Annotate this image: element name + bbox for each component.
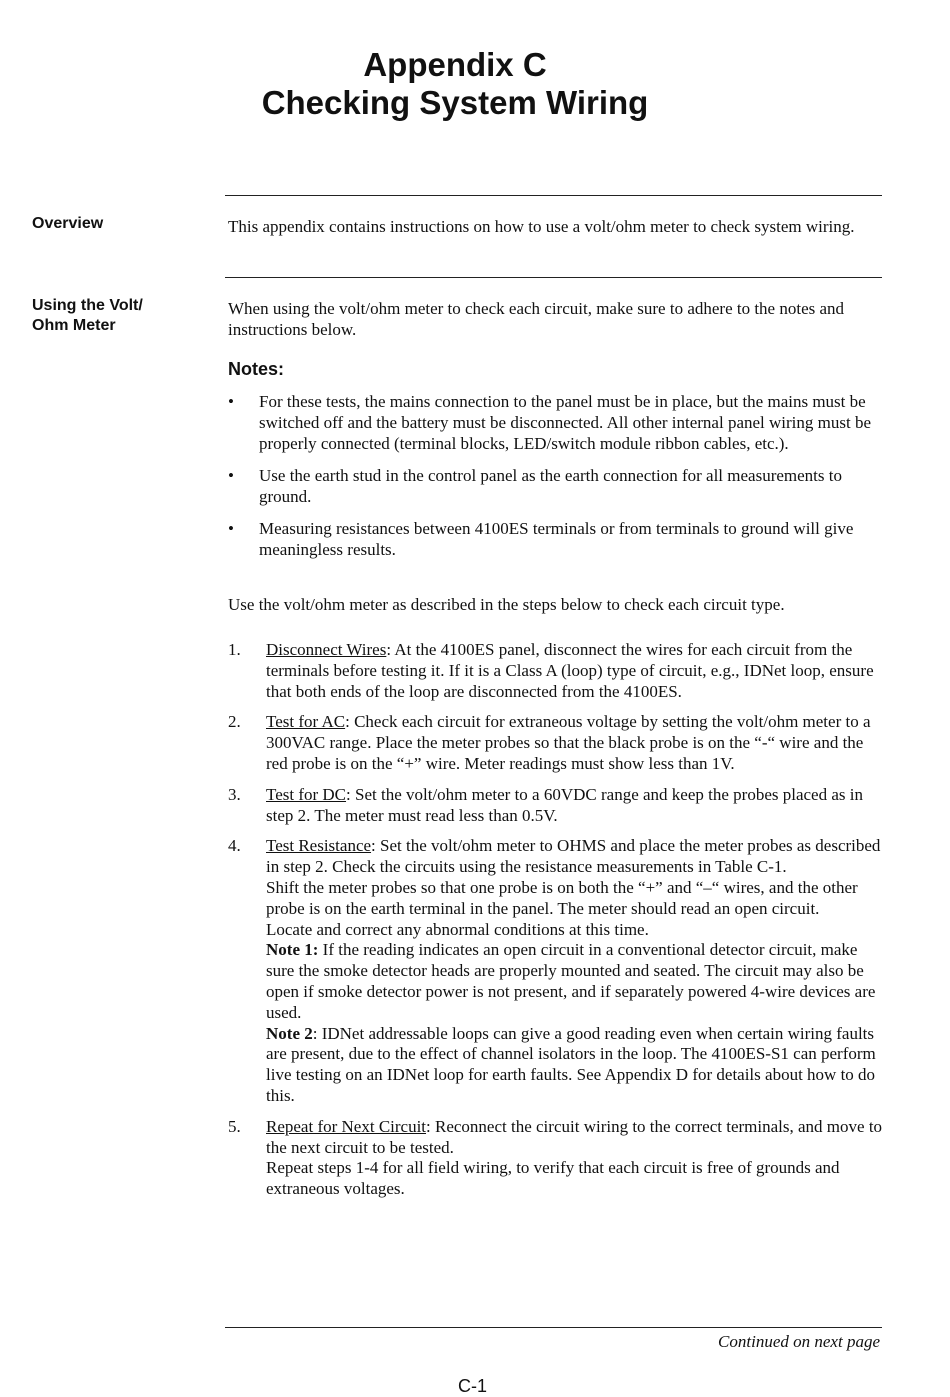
- step-text: : Check each circuit for extraneous voltage by setting the volt/ohm meter to a 300VAC range. Place the meter probes so that the black probe is on the “-“ wire and the red probe is on the “+” wire. Meter readings must show less than 1V.: [266, 712, 871, 773]
- step-text: : Set the volt/ohm meter to a 60VDC range and keep the probes placed as in step 2. The meter must read less than 0.5V.: [266, 784, 863, 825]
- footer-divider: [225, 1327, 882, 1328]
- step-item: [228, 640, 883, 702]
- steps-list: [228, 640, 883, 1210]
- note-label: Note 2: [266, 1023, 313, 1043]
- note-item: [228, 518, 883, 560]
- step-number: 2.: [228, 712, 241, 732]
- step-title: Test Resistance: [266, 836, 372, 856]
- overview-heading: Overview: [32, 215, 104, 232]
- step-number: 3.: [228, 784, 241, 804]
- step-text: : At the 4100ES panel, disconnect the wires for each circuit from the terminals before testing it. If it is a Class A (loop) type of circuit, e.g., IDNet loop, ensure that both ends of the loop are disconnected from the 4100ES.: [266, 640, 874, 701]
- volt-ohm-heading: [32, 296, 202, 336]
- step-item: [228, 1117, 883, 1200]
- page-number: C-1: [457, 1376, 487, 1396]
- notes-heading: Notes:: [228, 359, 285, 379]
- note-item: [228, 391, 883, 454]
- page-title-line2: Checking System Wiring: [261, 84, 649, 121]
- note-text: Measuring resistances between 4100ES terminals or from terminals to ground will give meaningless results.: [259, 519, 854, 559]
- step-number: 5.: [228, 1116, 241, 1136]
- step-text: : Set the volt/ohm meter to OHMS and place the meter probes as described in step 2. Check the circuits using the resistance measurements in Table C-1.: [266, 836, 881, 877]
- step-paragraph: Shift the meter probes so that one probe is on both the “+” and “–“ wires, and the other probe is on the earth terminal in the panel. The meter should read an open circuit.: [266, 877, 858, 918]
- volt-ohm-intro: When using the volt/ohm meter to check each circuit, make sure to adhere to the notes and instructions below.: [228, 299, 845, 339]
- note-text: For these tests, the mains connection to the panel must be in place, but the mains must be switched off and the battery must be disconnected. All other internal panel wiring must be properly connected (terminal blocks, LED/switch module ribbon cables, etc.).: [259, 392, 871, 453]
- volt-ohm-heading-line2: Ohm Meter: [32, 317, 116, 334]
- note-label: Note 1:: [266, 940, 319, 960]
- step-number: 4.: [228, 836, 241, 856]
- note-item: [228, 465, 883, 507]
- section-divider: [225, 195, 882, 196]
- overview-body: This appendix contains instructions on how to use a volt/ohm meter to check system wiring.: [228, 217, 855, 236]
- step-title: Repeat for Next Circuit: [266, 1116, 427, 1136]
- bullet-icon: •: [228, 392, 234, 411]
- bullet-icon: •: [228, 519, 234, 538]
- step-item: [228, 785, 883, 827]
- step-number: 1.: [228, 640, 241, 659]
- bullet-icon: •: [228, 466, 234, 485]
- notes-list: [228, 391, 883, 571]
- page-title-line1: Appendix C: [363, 46, 547, 83]
- step-note2: [266, 1024, 883, 1107]
- note-body: If the reading indicates an open circuit in a conventional detector circuit, make sure the smoke detector heads are properly mounted and seated. The circuit may also be open if smoke detector power is not present, and if separately powered 4-wire devices are used.: [266, 940, 876, 1022]
- step-item: [228, 836, 883, 1106]
- step-item: [228, 712, 883, 774]
- step-title: Test for AC: [266, 712, 346, 732]
- continued-note: Continued on next page: [718, 1332, 880, 1351]
- volt-ohm-heading-line1: Using the Volt/: [32, 297, 143, 314]
- step-paragraph: Repeat steps 1-4 for all field wiring, to verify that each circuit is free of grounds and extraneous voltages.: [266, 1158, 840, 1199]
- step-title: Disconnect Wires: [266, 640, 387, 659]
- note-text: Use the earth stud in the control panel as the earth connection for all measurements to ground.: [259, 466, 842, 506]
- note-body: : IDNet addressable loops can give a good reading even when certain wiring faults are present, due to the effect of channel isolators in the loop. The 4100ES-S1 can perform live testing on an IDNet loop for earth faults. See Appendix D for details about how to do this.: [266, 1023, 876, 1105]
- step-paragraph: Locate and correct any abnormal conditions at this time.: [266, 919, 649, 939]
- steps-intro: Use the volt/ohm meter as described in the steps below to check each circuit type.: [228, 595, 785, 614]
- step-title: Test for DC: [266, 784, 347, 804]
- step-note1: [266, 940, 883, 1023]
- step-text: : Reconnect the circuit wiring to the correct terminals, and move to the next circuit to be tested.: [266, 1116, 883, 1157]
- section-divider: [225, 277, 882, 278]
